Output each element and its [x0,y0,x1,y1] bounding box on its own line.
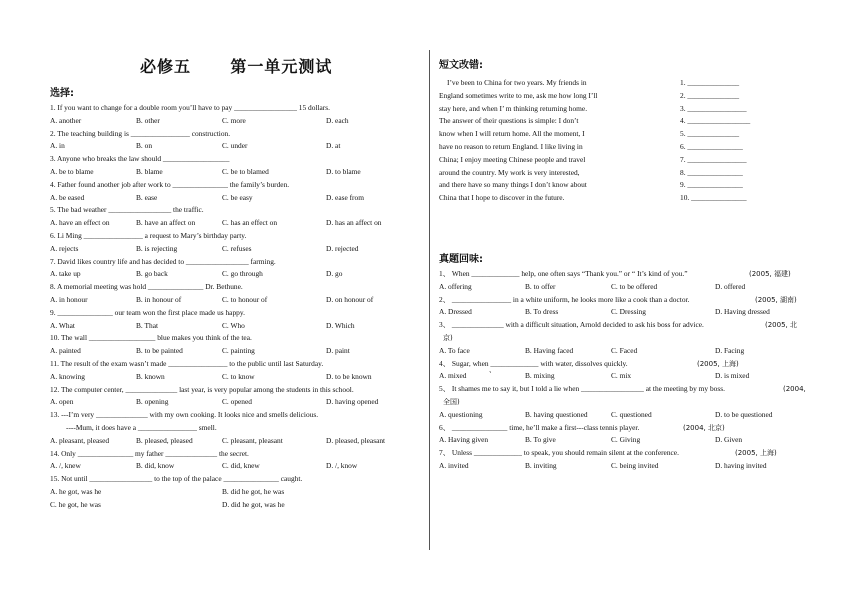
question-row [439,422,839,435]
question-text: 8. A memorial meeting was hold _______________ Dr. Bethune. [50,282,243,292]
option: D. Having dressed [715,307,770,317]
option: A. painted [50,346,81,356]
options-row [50,192,420,205]
question-source: (2005, 上海) [697,359,739,368]
answer-blank[interactable]: 5. ______________ [680,129,740,139]
option: D. having opened [326,397,379,407]
option: A. questioning [439,409,483,419]
option: A. take up [50,269,81,279]
option: B. on [136,141,153,151]
option: C. painting [222,346,255,356]
passage-line: England sometimes write to me, ask me how long I’ll [439,90,598,100]
option: D. ease from [326,192,364,202]
question-text: 6. Li Ming ________________ a request to Mary’s birthday party. [50,230,247,240]
options-row [50,115,420,128]
question-row [439,268,839,281]
question-text: 9. _______________ our team won the first place made us happy. [50,307,245,317]
question-text: 1、 When _____________ help, one often says “Thank you.” or “ It’s kind of you.” [439,269,688,278]
choice-questions [50,102,420,512]
options-row [439,460,839,473]
option: B. To dress [525,307,559,317]
option: A. have an effect on [50,218,110,228]
question-source: (2005, 上海) [735,449,777,458]
options-row [50,371,420,384]
passage-line: know when I will return home. All the moment, I [439,129,585,139]
option: C. Faced [611,345,638,355]
question-text: 12. The computer center, ______________ last year, is very popular among the students in this school. [50,384,354,394]
question-row [439,358,839,374]
options-row [50,243,420,256]
option: B. known [136,371,165,381]
section-heading-correction: 短文改错: [439,60,483,71]
options-row [50,217,420,230]
option: C. be to blamed [222,166,269,176]
option: B. ease [136,192,158,202]
option: B. to offer [525,281,556,291]
option: A. be to blame [50,166,94,176]
column-divider [429,50,430,550]
options-row [50,499,420,512]
option: C. has an effect on [222,218,278,228]
option: D. to be known [326,371,372,381]
option: A. be eased [50,192,85,202]
option: C. pleasant, pleasant [222,435,283,445]
options-row [439,345,839,358]
question-text: 3. Anyone who breaks the law should __________________ [50,154,230,164]
passage-line: The answer of their questions is simple: I don’t [439,116,579,126]
option: C. be easy [222,192,253,202]
question-text: 2、 ________________ in a white uniform, he looks more like a cook than a doctor. [439,294,690,304]
answer-blank[interactable]: 9. _______________ [680,180,743,190]
question-text: 1. If you want to change for a double room you’ll have to pay _________________ 15 dollars. [50,103,330,112]
option: D. at [326,141,341,151]
option: C. more [222,115,246,125]
option: C. being invited [611,460,659,470]
option: B. did, know [136,461,175,471]
question-text: 6、 _______________ time, he’ll make a first---class tennis player. [439,422,640,432]
option: C. questioned [611,409,652,419]
question-text: 4、 Sugar, when _____________ with water, dissolves quickly. [439,358,628,368]
option: C. to honour of [222,294,268,304]
question-text: 5、 It shames me to say it, but I told a lie when _________________ at the meeting by my boss. [439,384,725,394]
option: B. To give [525,435,556,445]
option: C. under [222,141,248,151]
options-row [50,460,420,473]
option: A. offering [439,281,472,291]
option: B. go back [136,269,168,279]
option: A. in honour [50,294,88,304]
option: D. having invited [715,460,767,470]
question-text: 7. David likes country life and has decided to _________________ farming. [50,256,276,266]
section-heading-review: 真题回味: [439,254,483,265]
review-questions [439,268,839,473]
passage-line: China that I hope to discover in the future. [439,193,565,203]
option: B. mixing [525,371,555,381]
question-text: 4. Father found another job after work to _______________ the family’s burden. [50,179,290,189]
option: C. to know [222,371,255,381]
option: B. blame [136,166,163,176]
correction-passage [439,77,669,205]
option: A. Having given [439,435,489,445]
options-row [50,345,420,358]
option: A. rejects [50,243,79,253]
option: B. That [136,320,159,330]
option: D. pleased, pleasant [326,435,386,445]
correction-answers [680,77,800,205]
options-row [50,320,420,333]
option: C. mix [611,371,632,381]
passage-line: I’ve been to China for two years. My friends in [447,78,587,87]
option: C. he got, he was [50,499,101,509]
options-row [50,294,420,307]
options-row [50,396,420,409]
option: B. Having faced [525,345,574,355]
passage-line: China; I enjoy meeting Chinese people and travel [439,154,586,164]
answer-blank[interactable]: 8. _______________ [680,167,743,177]
question-source: (2004, 北京) [683,423,725,432]
option: D. on honour of [326,294,374,304]
option: C. Dressing [611,307,646,317]
answer-blank[interactable]: 1. ______________ [680,78,740,87]
option: A. another [50,115,82,125]
question-text-continued: ----Mum, it does have a ________________ smell. [66,422,217,432]
options-row [439,370,839,383]
answer-blank[interactable]: 2. ______________ [680,90,740,100]
option: D. to be questioned [715,409,773,419]
option: B. in honour of [136,294,182,304]
question-source: (2005, 福建) [749,270,791,278]
option: D. Given [715,435,743,445]
option: D. go [326,269,343,279]
question-source: (2005, 北 [765,321,797,330]
passage-line: and there have so many things I don’t know about [439,180,587,190]
option: C. go through [222,269,263,279]
question-text: 7、 Unless _____________ to speak, you should remain silent at the conference. [439,448,679,458]
option: D. Facing [715,345,745,355]
option: B. other [136,115,160,125]
option: B. to be painted [136,346,183,356]
option: B. did he got, he was [222,486,285,496]
option: B. pleased, pleased [136,435,193,445]
question-source-continued: 全国) [443,397,460,406]
option: D. did he got, was he [222,499,285,509]
option: D. is mixed [715,371,750,381]
options-row [50,140,420,153]
page-title: 必修五 第一单元测试 [140,57,333,76]
options-row [50,486,420,499]
options-row [439,281,839,294]
option: C. refuses [222,243,252,253]
option: A. he got, was he [50,486,102,496]
answer-blank[interactable]: 7. ________________ [680,154,747,164]
option: D. to blame [326,166,361,176]
option: C. to be offered [611,281,658,291]
option: D. rejected [326,243,359,253]
option: A. pleasant, pleased [50,435,110,445]
option: A. mixed [439,371,467,381]
option: A. open [50,397,74,407]
option: A. in [50,141,65,151]
passage-line: stay here, and when I’ m thinking returning home. [439,103,588,113]
option: B. having questioned [525,409,588,419]
question-source: (2005, 湖南) [755,295,797,304]
answer-blank[interactable]: 6. _______________ [680,141,743,151]
option: C. Giving [611,435,641,445]
option: A. /, knew [50,461,81,471]
options-row [439,306,839,319]
option: B. is rejecting [136,243,178,253]
question-text: 11. The result of the exam wasn’t made ________________ to the public until last Saturday. [50,358,324,368]
question-text: 5. The bad weather _________________ the traffic. [50,205,204,215]
section-heading-choice: 选择: [50,88,74,99]
options-row [50,435,420,448]
question-source: (2004, [783,385,806,394]
question-row [439,294,839,307]
option: A. To face [439,345,470,355]
options-row [439,434,839,447]
option: B. inviting [525,460,557,470]
question-text: 13. ---I’m very ______________ with my own cooking. It looks nice and smells delicious. [50,410,319,420]
option: C. Who [222,320,245,330]
question-row [439,319,839,332]
answer-blank[interactable]: 10. _______________ [680,193,747,203]
answer-blank[interactable]: 4. _________________ [680,116,751,126]
option: D. offered [715,281,746,291]
option: D. paint [326,346,350,356]
option: A. knowing [50,371,85,381]
option: B. opening [136,397,169,407]
option: A. Dressed [439,307,472,317]
option: A. What [50,320,75,330]
passage-line: around the country. My work is very interested, [439,167,580,177]
option: A. invited [439,460,469,470]
option: D. each [326,115,349,125]
option: D. has an affect on [326,218,382,228]
question-text: 10. The wall __________________ blue makes you think of the tea. [50,333,252,343]
option: C. opened [222,397,252,407]
answer-blank[interactable]: 3. ________________ [680,103,747,113]
options-row [439,409,839,422]
question-text: 3、 ______________ with a difficult situation, Arnold decided to ask his boss for advice. [439,320,704,330]
options-row [50,268,420,281]
option: D. /, know [326,461,358,471]
option: C. did, knew [222,461,260,471]
stray-mark: 、 [489,365,496,374]
option: B. have an affect on [136,218,196,228]
question-row [439,383,839,396]
option: D. Which [326,320,355,330]
options-row [50,166,420,179]
question-row [439,447,839,460]
question-text: 14. Only _______________ my father ______________ the secret. [50,448,249,458]
question-text: 2. The teaching building is ________________ construction. [50,128,231,138]
passage-line: have no reason to return England. I like living in [439,141,583,151]
question-text: 15. Not until _________________ to the top of the palace _______________ caught. [50,474,303,484]
question-source-continued: 京) [443,333,453,342]
